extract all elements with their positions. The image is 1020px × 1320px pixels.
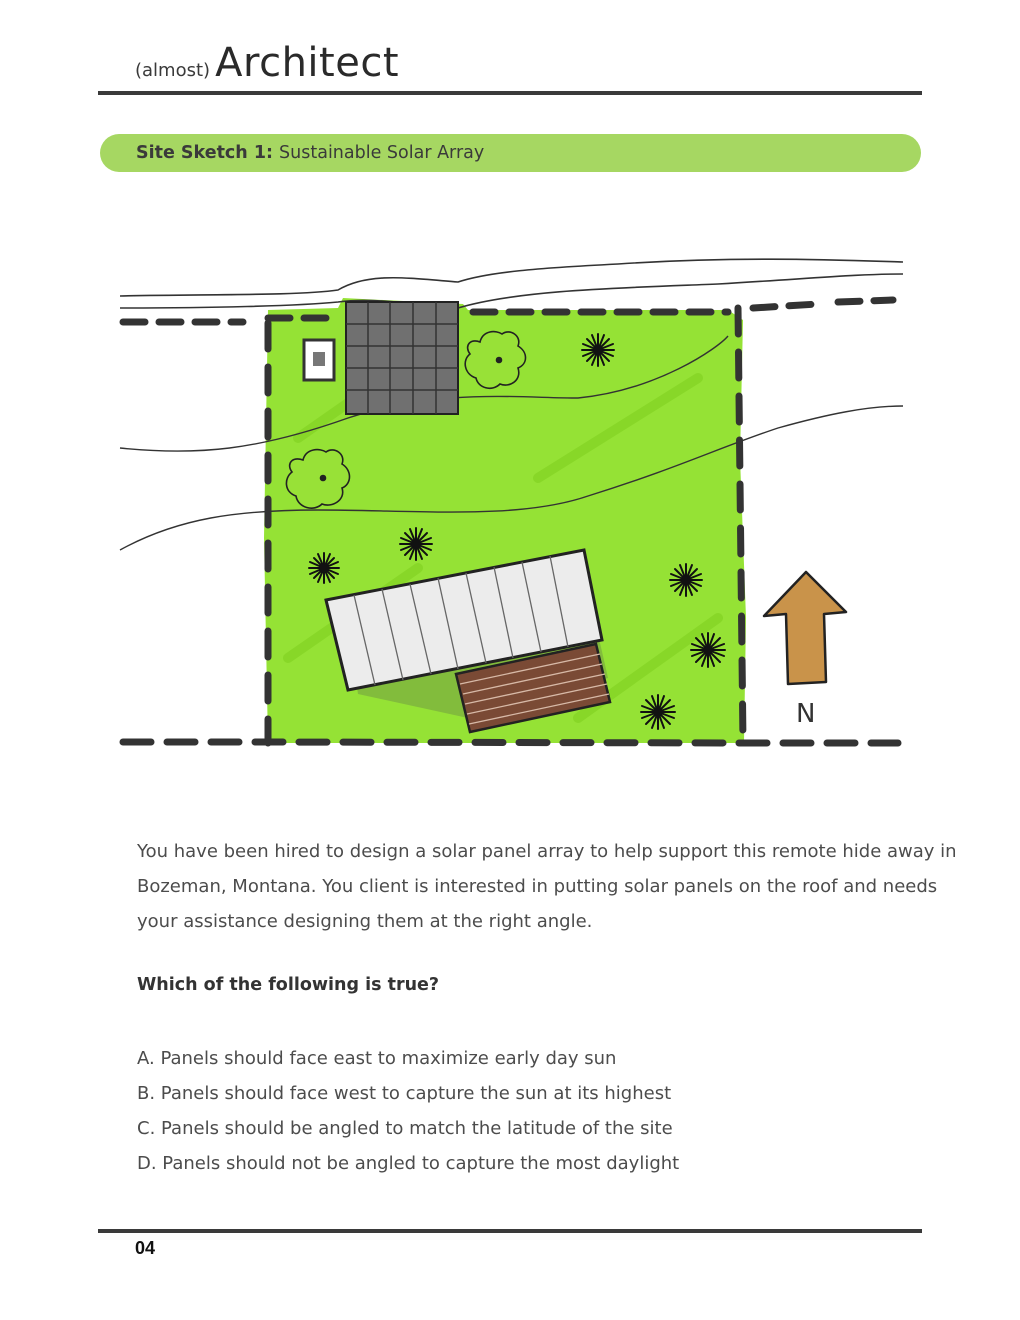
road-edge-upper [120,259,903,296]
option-b: B. Panels should face west to capture the sun at its highest [137,1083,672,1104]
shrub-6 [641,695,675,729]
shrub-3 [309,553,339,583]
property-line-right [738,308,743,743]
north-arrow-icon [764,572,846,684]
option-d: D. Panels should not be angled to capture the most daylight [137,1153,680,1174]
footer-rule [98,1229,922,1233]
intro-paragraph: You have been hired to design a solar panel array to help support this remote hide away in Bozeman, Montana. You client is interested in putting solar panels on the roof and needs your assistance designing them at the right angle. [137,841,957,932]
page-header [135,40,399,86]
compass-label: N [796,699,816,729]
header-rule [98,91,922,95]
site-sketch [118,238,903,758]
option-a: A. Panels should face east to maximize early day sun [137,1048,617,1069]
section-banner [100,134,921,172]
shrub-4 [670,564,702,596]
shrub-1 [582,334,614,366]
shrub-2 [400,528,432,560]
question-heading: Which of the following is true? [137,975,440,995]
brand-prefix: (almost) [135,60,211,81]
road-edge-lower [120,274,903,308]
shrub-5 [691,633,725,667]
brand-title: Architect [215,40,400,86]
banner-label: Site Sketch 1: [136,143,274,163]
option-c: C. Panels should be angled to match the latitude of the site [137,1118,673,1139]
page-number: 04 [135,1238,156,1258]
banner-title: Sustainable Solar Array [279,143,485,163]
entry-pad [346,302,458,414]
answer-options [137,1041,679,1181]
